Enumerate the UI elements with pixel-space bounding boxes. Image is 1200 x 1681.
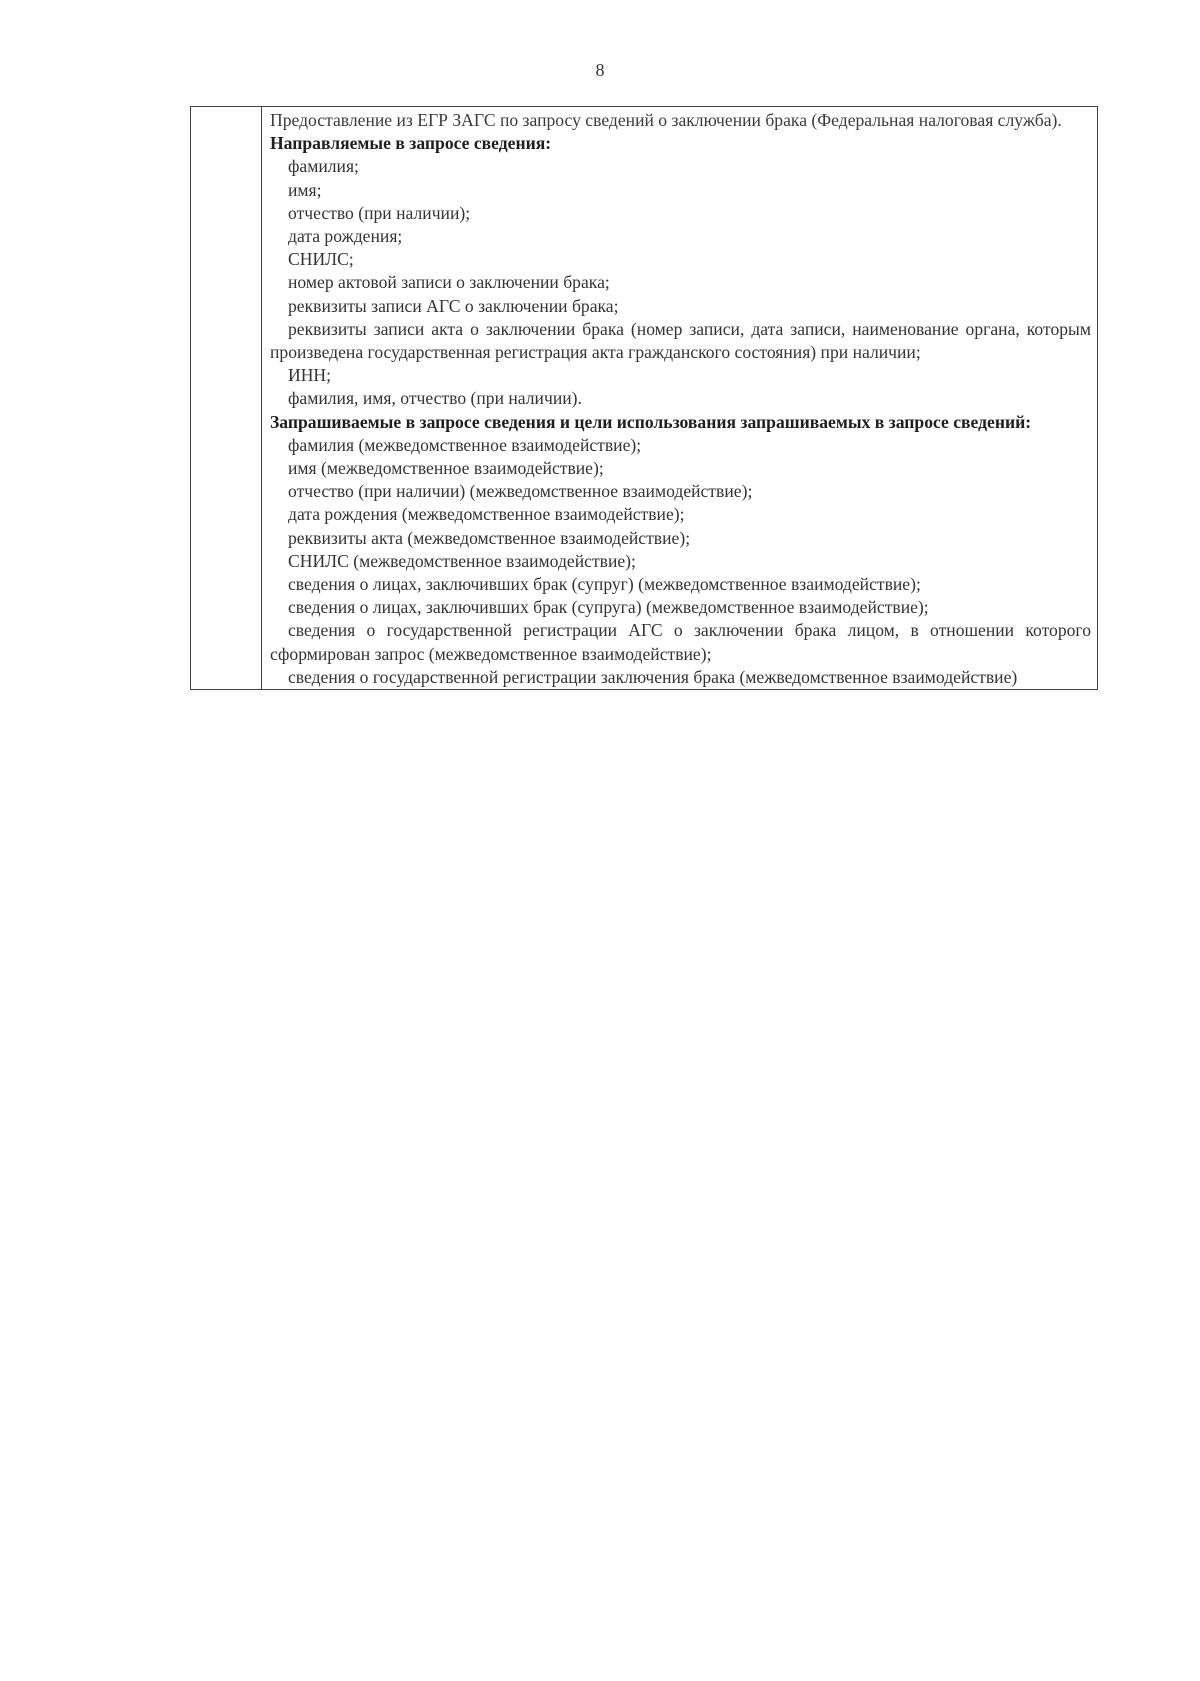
sent-item: номер актовой записи о заключении брака; — [288, 272, 610, 293]
table-left-column — [191, 107, 262, 689]
requested-item: реквизиты акта (межведомственное взаимодействие); — [288, 527, 691, 548]
requested-item: отчество (при наличии) (межведомственное взаимодействие); — [288, 481, 753, 502]
sent-item: реквизиты записи АГС о заключении брака; — [288, 295, 619, 316]
requested-item: сведения о лицах, заключивших брак (супруг) (межведомственное взаимодействие); — [288, 574, 921, 595]
sent-item: реквизиты записи акта о заключении брака (номер записи, дата записи, наименование органа, которым произведена государственная регистрация акта гражданского состояния) при наличии; — [270, 318, 1091, 363]
requested-item: СНИЛС (межведомственное взаимодействие); — [288, 550, 636, 571]
requested-heading: Запрашиваемые в запросе сведения и цели использования запрашиваемых в запросе сведений: — [270, 411, 1032, 432]
intro-text: Предоставление из ЕГР ЗАГС по запросу сведений о заключении брака (Федеральная налоговая служба). — [270, 110, 1062, 130]
requested-item: сведения о государственной регистрации заключения брака (межведомственное взаимодействие) — [288, 666, 1018, 687]
sent-item: ИНН; — [288, 365, 332, 386]
requested-item: сведения о лицах, заключивших брак (супруга) (межведомственное взаимодействие); — [288, 597, 929, 618]
sent-heading: Направляемые в запросе сведения: — [270, 133, 552, 154]
requested-item: сведения о государственной регистрации АГС о заключении брака лицом, в отношении которого сформирован запрос (межведомственное взаимодействие); — [270, 620, 1091, 664]
sent-item: дата рождения; — [288, 226, 403, 247]
sent-item: имя; — [288, 179, 322, 200]
requested-item: фамилия (межведомственное взаимодействие); — [288, 434, 642, 455]
sent-item: СНИЛС; — [288, 249, 354, 270]
sent-item: отчество (при наличии); — [288, 202, 471, 223]
sent-item: фамилия, имя, отчество (при наличии). — [288, 388, 582, 409]
requested-item: имя (межведомственное взаимодействие); — [288, 458, 604, 479]
document-table — [190, 106, 1098, 690]
page-number: 8 — [595, 60, 605, 80]
table-content-cell — [262, 107, 1097, 689]
requested-item: дата рождения (межведомственное взаимодействие); — [288, 504, 685, 525]
sent-item: фамилия; — [288, 156, 359, 177]
